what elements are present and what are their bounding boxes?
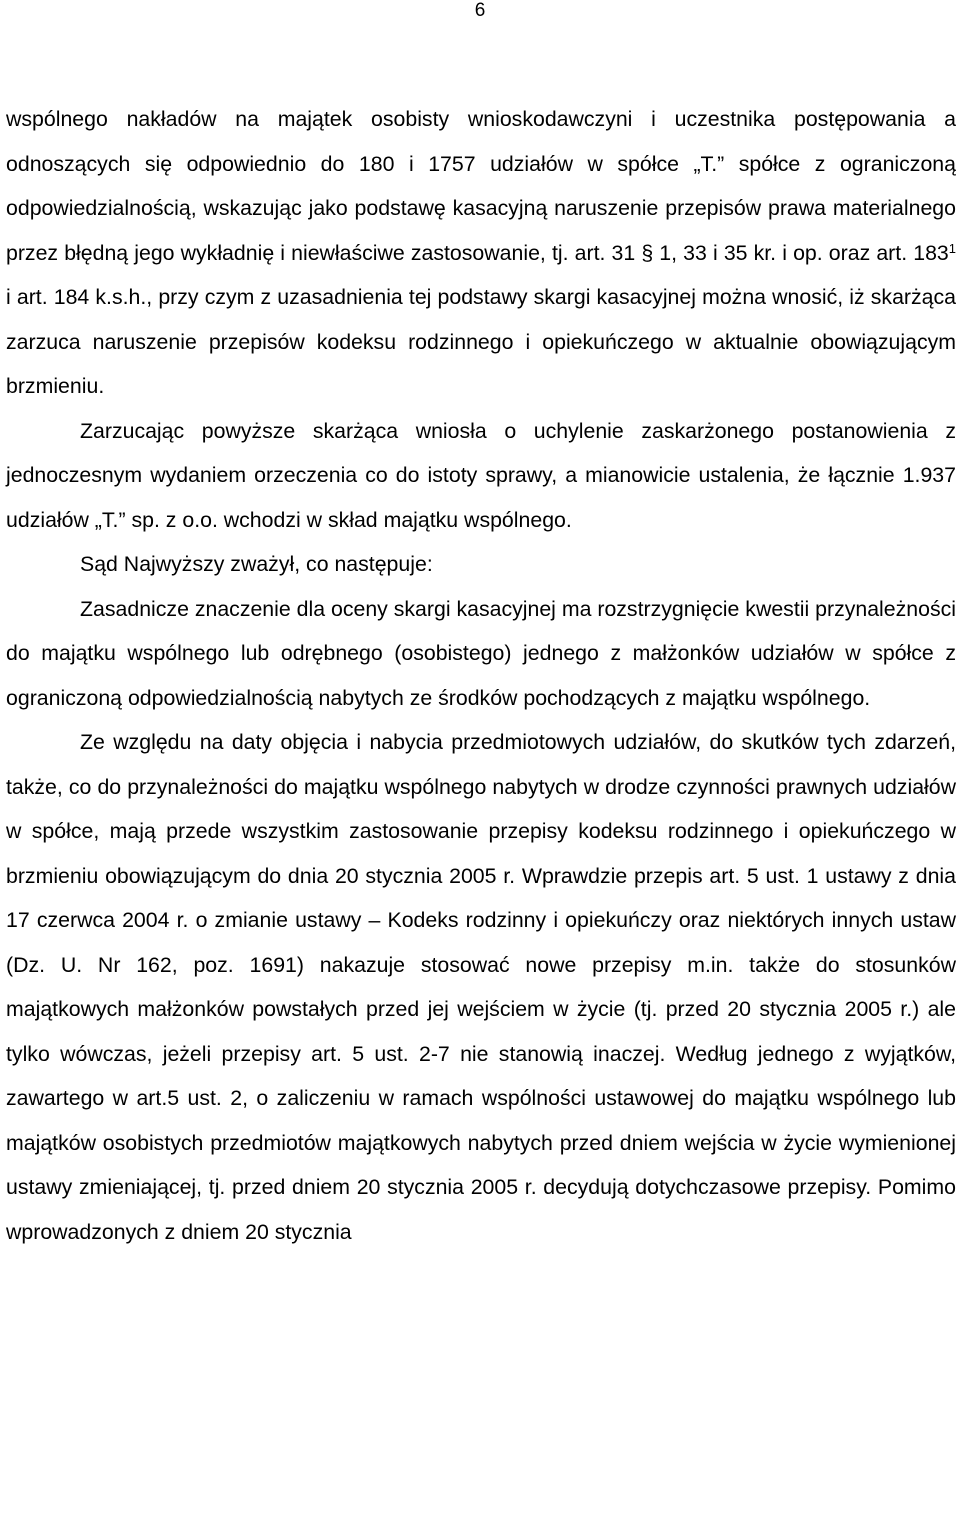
paragraph-motion: Zarzucając powyższe skarżąca wniosła o uchylenie zaskarżonego postanowienia z jednoczesnym wydaniem orzeczenia co do istoty sprawy, a mianowicie ustalenia, że łącznie 1.937 udziałów „T.” sp. z o.o. wchodzi w skład majątku wspólnego. <box>6 418 956 532</box>
paragraph-main-issue: Zasadnicze znaczenie dla oceny skargi kasacyjnej ma rozstrzygnięcie kwestii przynależności do majątku wspólnego lub odrębnego (osobistego) jednego z małżonków udziałów w spółce z ograniczoną odpowiedzialnością nabytych ze środków pochodzących z majątku wspólnego. <box>6 596 956 710</box>
document-body <box>6 97 956 1254</box>
court-considerations-heading: Sąd Najwyższy zważył, co następuje: <box>80 552 433 576</box>
paragraph-petition-continuation <box>6 97 956 409</box>
superscript-article-index: 1 <box>948 240 956 256</box>
paragraph-text: wspólnego nakładów na majątek osobisty wnioskodawczyni i uczestnika postępowania a odnoszących się odpowiednio do 180 i 1757 udziałów w spółce „T.” spółce z ograniczoną odpowiedzialnością, wskazując jako podstawę kasacyjną naruszenie przepisów prawa materialnego przez błędną jego wykładnię i niewłaściwe zastosowanie, tj. art. 31 § 1, 33 i 35 kr. i op. oraz art. 183 <box>6 107 956 265</box>
paragraph-text: i art. 184 k.s.h., przy czym z uzasadnienia tej podstawy skargi kasacyjnej można wnosić, iż skarżąca zarzuca naruszenie przepisów kodeksu rodzinnego i opiekuńczego w aktualnie obowiązującym brzmieniu. <box>6 285 956 398</box>
page-number: 6 <box>474 0 486 21</box>
paragraph-applicable-law: Ze względu na daty objęcia i nabycia przedmiotowych udziałów, do skutków tych zdarzeń, także, co do przynależności do majątku wspólnego nabytych w drodze czynności prawnych udziałów w spółce, mają przede wszystkim zastosowanie przepisy kodeksu rodzinnego i opiekuńczego w brzmieniu obowiązującym do dnia 20 stycznia 2005 r. Wprawdzie przepis art. 5 ust. 1 ustawy z dnia 17 czerwca 2004 r. o zmianie ustawy – Kodeks rodzinny i opiekuńczy oraz niektórych innych ustaw (Dz. U. Nr 162, poz. 1691) nakazuje stosować nowe przepisy m.in. także do stosunków majątkowych małżonków powstałych przed jej wejściem w życie (tj. przed 20 stycznia 2005 r.) ale tylko wówczas, jeżeli przepisy art. 5 ust. 2-7 nie stanowią inaczej. Według jednego z wyjątków, zawartego w art.5 ust. 2, o zaliczeniu w ramach wspólności ustawowej do majątku wspólnego lub majątków osobistych przedmiotów majątkowych nabytych przed dniem wejścia w życie wymienionej ustawy zmieniającej, tj. przed dniem 20 stycznia 2005 r. decydują dotychczasowe przepisy. Pomimo wprowadzonych z dniem 20 stycznia <box>6 730 956 1244</box>
